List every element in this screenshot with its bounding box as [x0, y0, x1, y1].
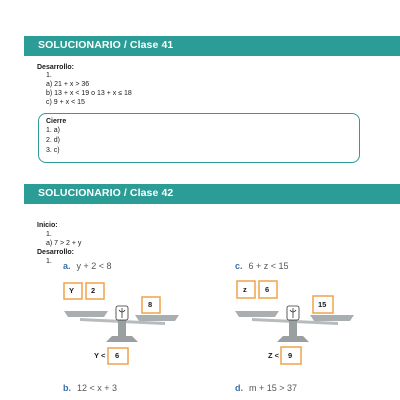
- inicio-label: Inicio:: [37, 222, 58, 229]
- right-pan: [310, 315, 354, 321]
- answer-c: c) 9 + x < 15: [46, 99, 85, 106]
- problem-letter: c.: [235, 261, 243, 271]
- left-box-2-value: 2: [91, 286, 96, 295]
- answer-a: a) 21 + x > 36: [46, 81, 90, 88]
- left-box-2-value: 6: [265, 285, 270, 294]
- desarrollo-label: Desarrollo:: [37, 249, 74, 256]
- scale-base: [277, 336, 309, 342]
- problem-letter: d.: [235, 383, 243, 393]
- desarrollo-item-number: 1.: [46, 258, 52, 265]
- banner-title: SOLUCIONARIO / Clase 42: [38, 187, 174, 199]
- left-box-1-value: z: [243, 285, 247, 294]
- desarrollo-label: Desarrollo:: [37, 64, 74, 71]
- banner-title: SOLUCIONARIO / Clase 41: [38, 39, 174, 51]
- inicio-answer: a) 7 > 2 + y: [46, 240, 82, 247]
- problem-expression: m + 15 > 37: [249, 383, 298, 393]
- answer-variable: Z <: [268, 351, 280, 360]
- answer-variable: Y <: [94, 351, 106, 360]
- problem-letter: a.: [63, 261, 71, 271]
- answer-value: 9: [288, 351, 293, 360]
- left-pan: [235, 311, 279, 317]
- answer-value: 6: [115, 351, 120, 360]
- problem-expression: y + 2 < 8: [76, 261, 112, 271]
- inicio-item-number: 1.: [46, 231, 52, 238]
- cierre-title: Cierre: [46, 118, 67, 125]
- right-box-value: 15: [318, 300, 327, 309]
- scale-post: [289, 320, 297, 336]
- right-box-value: 8: [148, 300, 153, 309]
- problem-expression: 12 < x + 3: [77, 383, 118, 393]
- problem-expression: 6 + z < 15: [248, 261, 289, 271]
- left-box-1-value: Y: [69, 286, 75, 295]
- item-number: 1.: [46, 72, 52, 79]
- cierre-item-2: 2. d): [46, 137, 61, 144]
- cierre-item-3: 3. c): [46, 147, 60, 154]
- answer-b: b) 13 + x < 19 o 13 + x ≤ 18: [46, 90, 132, 97]
- cierre-item-1: 1. a): [46, 127, 61, 134]
- scale-emblem: [287, 306, 299, 320]
- problem-letter: b.: [63, 383, 71, 393]
